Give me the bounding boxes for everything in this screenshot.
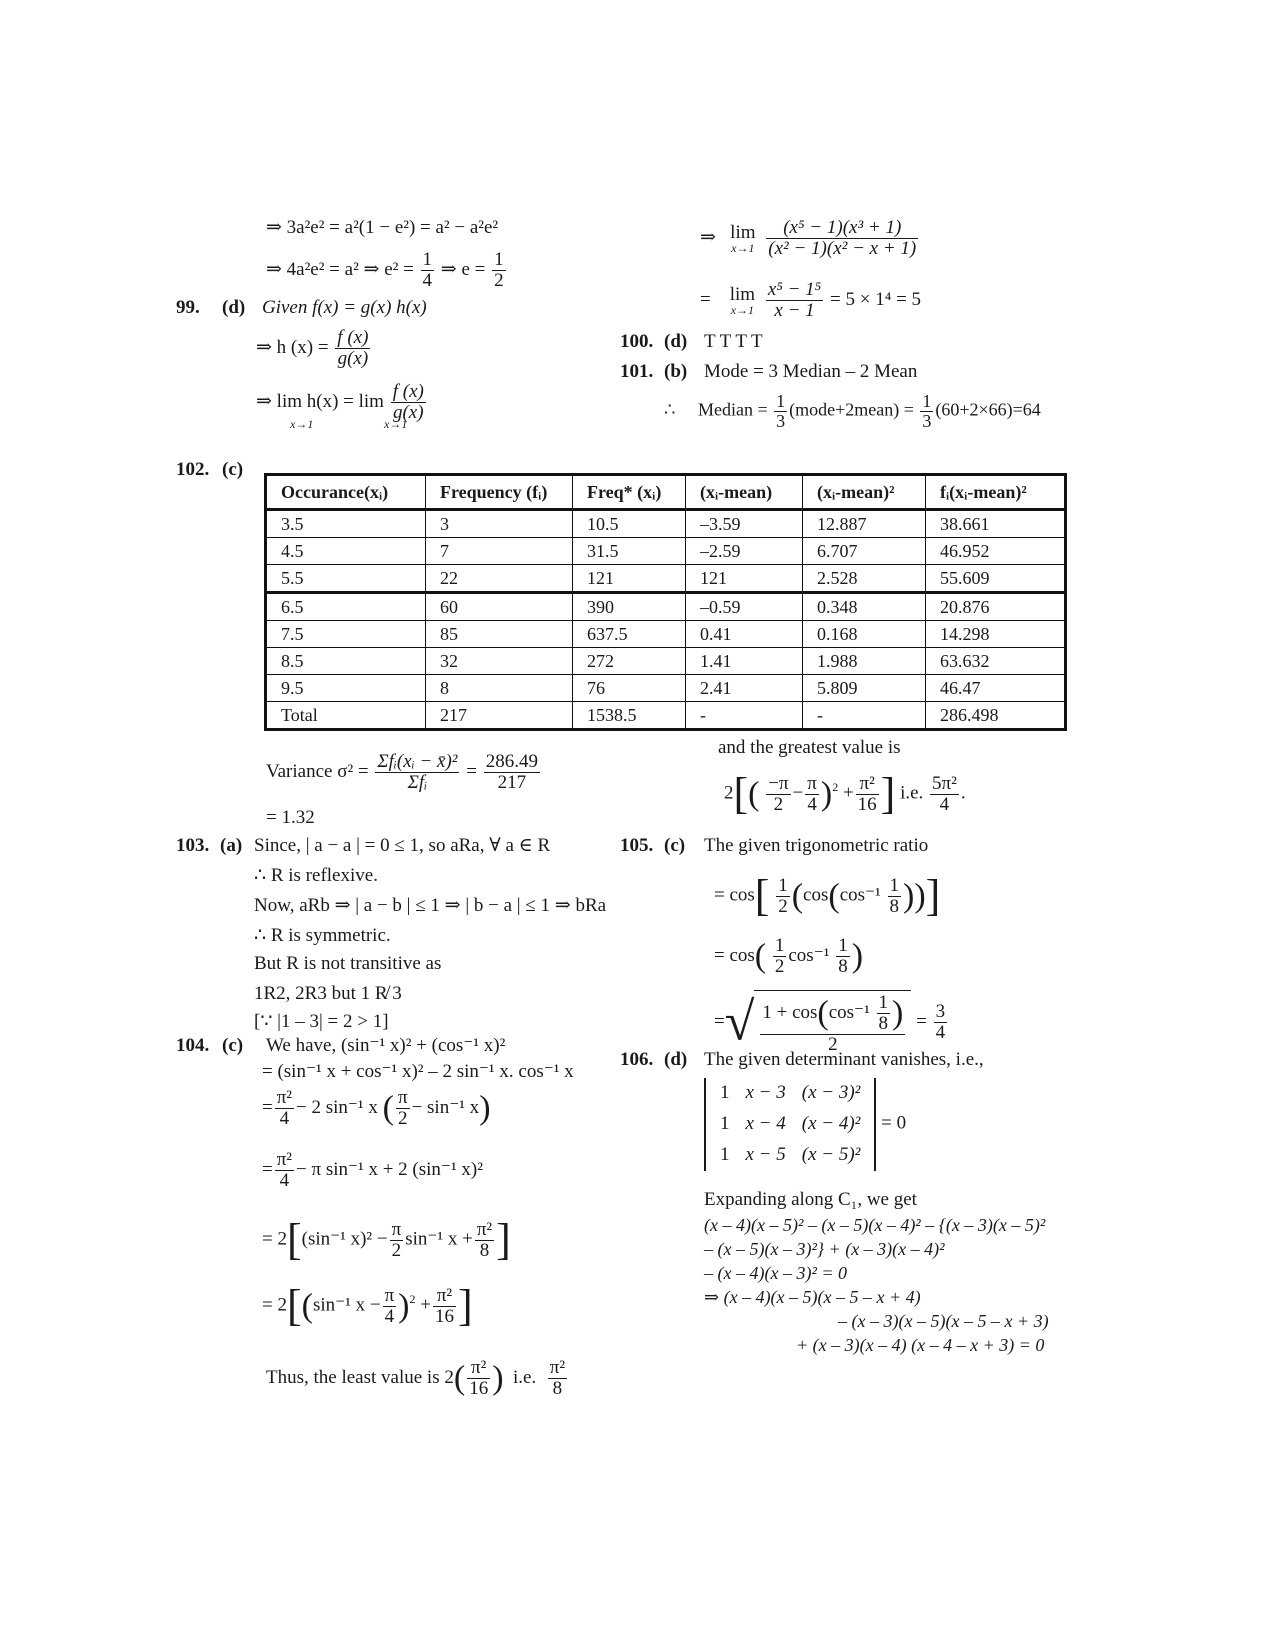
eccentricity-line-2: ⇒ 4a²e² = a² ⇒ e² = $\frac{1}{4}$ ⇒ e = $\frac{1}{2}$ — [266, 249, 504, 291]
table-cell: Total — [266, 702, 426, 730]
question-number: 105. — [620, 835, 654, 856]
q104-line: = $\frac{\text{π²}}{4}$ − 2 sin⁻¹ x ( $\frac{\pi}{2}$ − sin⁻¹ x) — [262, 1087, 491, 1129]
frequency-table — [264, 473, 1067, 731]
table-cell: 85 — [426, 621, 573, 648]
table-cell: 63.632 — [926, 648, 1066, 675]
variance-formula: Variance σ² = $\frac{\text{Σfᵢ(xᵢ − x̄)²}}{\text{Σfᵢ}}$ = $\frac{286.49}{217}$ — [266, 751, 538, 793]
column-header: Frequency (fᵢ) — [426, 475, 573, 510]
table-row — [266, 593, 1066, 621]
table-row — [266, 648, 1066, 675]
table-cell: 46.47 — [926, 675, 1066, 702]
question-number: 100. — [620, 331, 654, 352]
table-cell: 7.5 — [266, 621, 426, 648]
table-cell: 272 — [573, 648, 686, 675]
table-cell: 5.809 — [803, 675, 926, 702]
lim-subscript: x→1 — [384, 417, 408, 431]
question-number: 106. — [620, 1049, 654, 1070]
variance-result: = 1.32 — [266, 807, 315, 828]
table-row — [266, 510, 1066, 538]
q105-line: = cos( $\frac{1}{2}$ cos⁻¹ $\frac{1}{8}$ ) — [714, 935, 864, 977]
greatest-value-text: and the greatest value is — [718, 737, 901, 758]
eccentricity-line-1: ⇒ 3a²e² = a²(1 − e²) = a² − a²e² — [266, 217, 499, 238]
table-cell: 14.298 — [926, 621, 1066, 648]
q104-line: = $\frac{\text{π²}}{4}$ − π sin⁻¹ x + 2 (sin⁻¹ x)² — [262, 1149, 483, 1191]
table-cell: 0.41 — [686, 621, 803, 648]
table-row — [266, 565, 1066, 593]
q106-line: ⇒ (x – 4)(x – 5)(x – 5 – x + 4) — [704, 1287, 921, 1307]
question-number: 102. — [176, 459, 210, 480]
q99-given: Given f(x) = g(x) h(x) — [262, 297, 427, 318]
q106-determinant: 1 x − 3 (x − 3)² 1 x − 4 (x − 4)² 1 x − 5 (x − 5)² = 0 — [704, 1078, 906, 1171]
table-cell: 390 — [573, 593, 686, 621]
table-header-row — [266, 475, 1066, 510]
table-cell: 1.41 — [686, 648, 803, 675]
q101-relation: Mode = 3 Median – 2 Mean — [704, 361, 918, 382]
q105-text: The given trigonometric ratio — [704, 835, 929, 856]
table-cell: 2.528 — [803, 565, 926, 593]
table-row — [266, 675, 1066, 702]
q99-h-expression: ⇒ h (x) = $\frac{f (x)}{g(x)}$ — [256, 327, 369, 369]
question-number: 99. — [176, 297, 200, 318]
table-cell: - — [686, 702, 803, 730]
column-header: (xᵢ-mean) — [686, 475, 803, 510]
q103-line: But R is not transitive as — [254, 953, 442, 974]
q100-answer: T T T T — [704, 331, 763, 352]
table-cell: 8.5 — [266, 648, 426, 675]
q105-line: =√ 1 + cos(cos⁻¹ $\frac{1}{8}$ ) 2 = $\frac{3}{4}$ — [714, 991, 946, 1055]
answer-option: (a) — [220, 835, 243, 856]
table-cell: –2.59 — [686, 538, 803, 565]
table-cell: 8 — [426, 675, 573, 702]
table-cell: 60 — [426, 593, 573, 621]
q103-line: ∴ R is reflexive. — [254, 865, 378, 886]
limit-expression-2: = lim x→1 $\frac{\text{x⁵ − 1⁵}}{x - 1}$ = 5 × 1⁴ = 5 — [700, 279, 922, 321]
q106-line: – (x – 5)(x – 3)²} + (x – 3)(x – 4)² — [704, 1239, 945, 1259]
q103-line: ∴ R is symmetric. — [254, 925, 391, 946]
greatest-value-expression: 2[( $\frac{-\pi}{2}$ − $\frac{\pi}{4}$ )$^2$ + $\frac{\text{π²}}{16}$ ] i.e. $\frac{\text{5π²}}{4}$ . — [724, 769, 966, 818]
table-cell: 9.5 — [266, 675, 426, 702]
answer-option: (b) — [664, 361, 688, 382]
question-number: 103. — [176, 835, 210, 856]
column-header: (xᵢ-mean)² — [803, 475, 926, 510]
table-cell: - — [803, 702, 926, 730]
answer-option: (d) — [664, 331, 688, 352]
table-cell: 0.348 — [803, 593, 926, 621]
q106-line: (x – 4)(x – 5)² – (x – 5)(x – 4)² – {(x – 3)(x – 5)² — [704, 1215, 1046, 1235]
column-header: Freq* (xᵢ) — [573, 475, 686, 510]
table-cell: 637.5 — [573, 621, 686, 648]
q106-line: – (x – 3)(x – 5)(x – 5 – x + 3) — [838, 1311, 1049, 1331]
table-cell: 20.876 — [926, 593, 1066, 621]
table-total-row — [266, 702, 1066, 730]
table-cell: 31.5 — [573, 538, 686, 565]
table-cell: –0.59 — [686, 593, 803, 621]
lim-subscript: x→1 — [290, 417, 314, 431]
answer-option: (d) — [664, 1049, 688, 1070]
table-cell: 12.887 — [803, 510, 926, 538]
table-cell: 6.5 — [266, 593, 426, 621]
table-cell: 10.5 — [573, 510, 686, 538]
q99-limit-expression: ⇒ lim h(x) = lim $\frac{f (x)}{g(x)}$ — [256, 381, 424, 423]
limit-expression-1: ⇒ lim x→1 $\frac{\text{(x⁵ − 1)(x³ + 1)}}{\text{(x² − 1)(x² − x + 1)}}$ — [700, 217, 917, 259]
answer-option: (c) — [222, 459, 244, 480]
q105-line: = cos[ $\frac{1}{2}$ (cos(cos⁻¹ $\frac{1}{8}$ ))] — [714, 871, 941, 920]
q103-line: Since, | a − a | = 0 ≤ 1, so aRa, ∀ a ∈ R — [254, 835, 551, 856]
answer-option: (d) — [222, 297, 246, 318]
table-cell: –3.59 — [686, 510, 803, 538]
table-cell: 76 — [573, 675, 686, 702]
q104-least-value: Thus, the least value is 2( $\frac{\text{π²}}{16}$ ) i.e. $\frac{\text{π²}}{8}$ — [266, 1357, 566, 1399]
table-cell: 22 — [426, 565, 573, 593]
table-cell: 286.498 — [926, 702, 1066, 730]
table-cell: 4.5 — [266, 538, 426, 565]
table-cell: 0.168 — [803, 621, 926, 648]
table-cell: 3.5 — [266, 510, 426, 538]
q103-line: [∵ |1 – 3| = 2 > 1] — [254, 1011, 389, 1032]
q106-line: – (x – 4)(x – 3)² = 0 — [704, 1263, 847, 1283]
q104-line: = 2[(sin⁻¹ x − $\frac{\pi}{4}$ )$^2$ + $\frac{\text{π²}}{16}$ ] — [262, 1281, 473, 1330]
table-cell: 7 — [426, 538, 573, 565]
table-cell: 55.609 — [926, 565, 1066, 593]
q106-line: Expanding along C₁, we get — [704, 1189, 917, 1210]
table-cell: 3 — [426, 510, 573, 538]
table-cell: 2.41 — [686, 675, 803, 702]
table-cell: 5.5 — [266, 565, 426, 593]
q104-line: We have, (sin⁻¹ x)² + (cos⁻¹ x)² — [266, 1035, 506, 1056]
table-cell: 46.952 — [926, 538, 1066, 565]
table-cell: 1538.5 — [573, 702, 686, 730]
table-cell: 121 — [573, 565, 686, 593]
question-number: 101. — [620, 361, 654, 382]
q101-median: ∴ Median = $\frac{1}{3}$ (mode+2mean) = $\frac{1}{3}$ (60+2×66)=64 — [664, 391, 1041, 431]
column-header: fᵢ(xᵢ-mean)² — [926, 475, 1066, 510]
q103-line: 1R2, 2R3 but 1 R̸ 3 — [254, 983, 402, 1004]
q103-line: Now, aRb ⇒ | a − b | ≤ 1 ⇒ | b − a | ≤ 1 ⇒ bRa — [254, 895, 607, 916]
answer-option: (c) — [664, 835, 686, 856]
column-header: Occurance(xᵢ) — [266, 475, 426, 510]
table-cell: 32 — [426, 648, 573, 675]
table-row — [266, 621, 1066, 648]
table-cell: 1.988 — [803, 648, 926, 675]
table-cell: 6.707 — [803, 538, 926, 565]
q104-line: = 2[(sin⁻¹ x)² − $\frac{\pi}{2}$ sin⁻¹ x + $\frac{\text{π²}}{8}$ ] — [262, 1215, 511, 1264]
table-row — [266, 538, 1066, 565]
table-cell: 38.661 — [926, 510, 1066, 538]
table-cell: 217 — [426, 702, 573, 730]
q106-line: + (x – 3)(x – 4) (x – 4 – x + 3) = 0 — [796, 1335, 1045, 1355]
q104-line: = (sin⁻¹ x + cos⁻¹ x)² – 2 sin⁻¹ x. cos⁻¹ x — [262, 1061, 574, 1082]
question-number: 104. — [176, 1035, 210, 1056]
table-cell: 121 — [686, 565, 803, 593]
q106-text: The given determinant vanishes, i.e., — [704, 1049, 984, 1070]
answer-option: (c) — [222, 1035, 244, 1056]
